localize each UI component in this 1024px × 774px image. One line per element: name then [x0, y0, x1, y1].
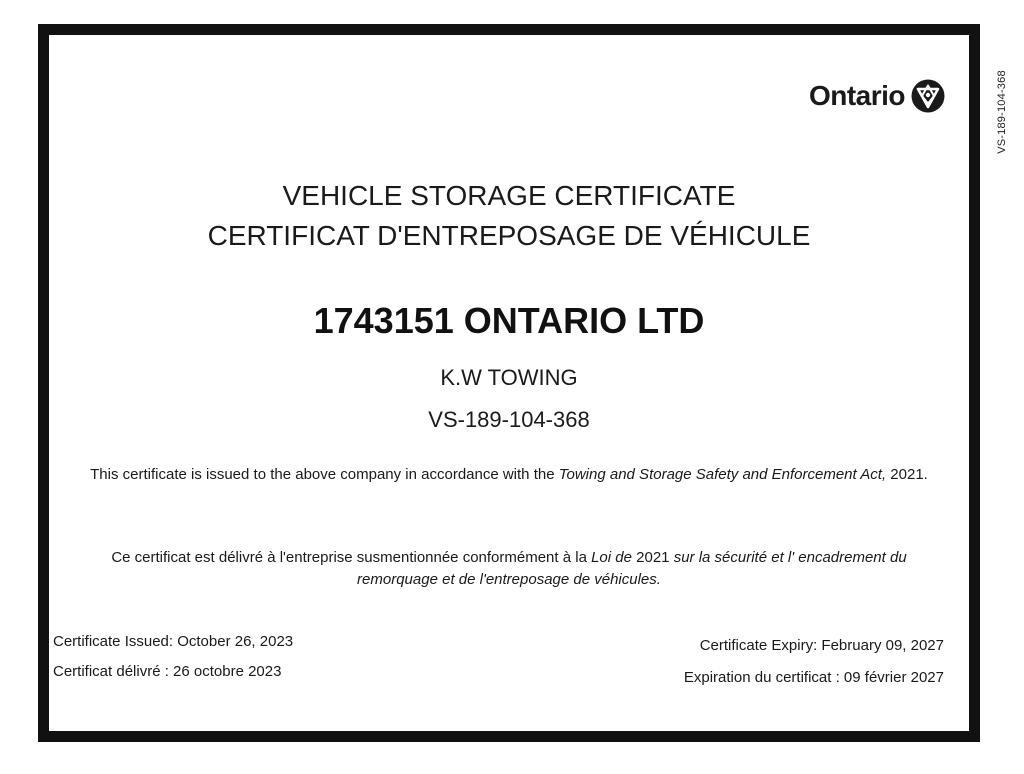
statement-en-year: 2021. — [886, 466, 928, 483]
statement-fr-act-b: sur la sécurité et l' encadrement du remorquage et de l'entreposage de véhicules. — [357, 549, 907, 588]
certificate-title-en: VEHICLE STORAGE CERTIFICATE — [282, 180, 736, 211]
company-name: 1743151 ONTARIO LTD — [313, 300, 705, 341]
issued-date-en: Certificate Issued: October 26, 2023 — [53, 633, 294, 650]
statement-french — [79, 547, 939, 591]
statement-en-text: This certificate is issued to the above company in accordance with the — [90, 466, 559, 483]
certificate-title-fr: CERTIFICAT D'ENTREPOSAGE DE VÉHICULE — [207, 220, 811, 251]
ontario-wordmark: Ontario — [808, 80, 905, 111]
ontario-logo — [809, 79, 945, 113]
statement-english — [79, 464, 939, 486]
statement-fr-text: Ce certificat est délivré à l'entreprise susmentionnée conformément à la — [111, 549, 592, 566]
statement-en-act: Towing and Storage Safety and Enforcement Act, — [558, 466, 887, 483]
certificate-number: VS-189-104-368 — [428, 407, 590, 432]
operating-name: K.W TOWING — [440, 365, 578, 390]
certificate-frame — [38, 24, 980, 742]
statement-fr-year: 2021 — [631, 549, 674, 566]
ontario-trillium-icon — [911, 79, 945, 113]
issued-date-fr: Certificat délivré : 26 octobre 2023 — [53, 663, 282, 680]
expiry-date-fr: Expiration du certificat : 09 février 2027 — [683, 669, 944, 686]
side-certificate-code: VS-189-104-368 — [996, 70, 1008, 154]
expiry-date-en: Certificate Expiry: February 09, 2027 — [699, 637, 944, 654]
statement-fr-act-a: Loi de — [591, 549, 632, 566]
